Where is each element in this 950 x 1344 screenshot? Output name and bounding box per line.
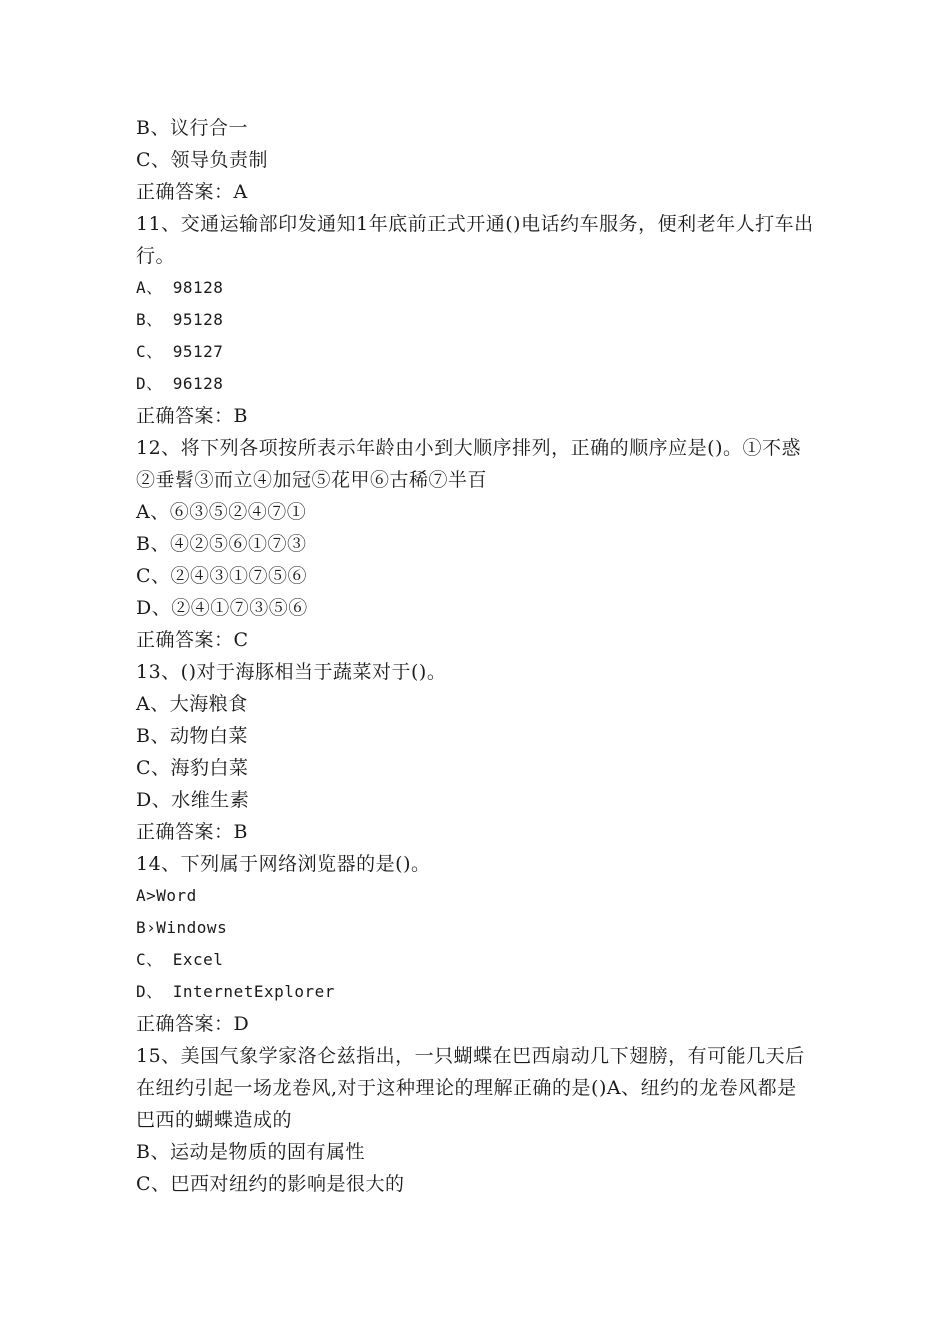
question-12-stem: 12、将下列各项按所表示年龄由小到大顺序排列，正确的顺序应是()。①不惑②垂髫③而立④加冠⑤花甲⑥古稀⑦半百 <box>136 437 802 491</box>
answer: 正确答案：A <box>136 181 248 203</box>
question-12-option-c: C、②④③①⑦⑤⑥ <box>136 565 308 587</box>
question-12-option-a: A、⑥③⑤②④⑦① <box>136 501 307 523</box>
question-15-stem: 15、美国气象学家洛仑兹指出，一只蝴蝶在巴西扇动几下翅膀，有可能几天后在纽约引起一场龙卷风,对于这种理论的理解正确的是()A、纽约的龙卷风都是巴西的蝴蝶造成的 <box>136 1045 805 1131</box>
question-11-option-d: D、 96128 <box>136 374 224 393</box>
question-13-answer: 正确答案：B <box>136 821 248 843</box>
question-13-option-c: C、海豹白菜 <box>136 757 249 779</box>
question-12-option-b: B、④②⑤⑥①⑦③ <box>136 533 307 555</box>
question-14-option-b: B›Windows <box>136 918 228 937</box>
question-15-option-b: B、运动是物质的固有属性 <box>136 1141 365 1163</box>
question-11-option-a: A、 98128 <box>136 278 224 297</box>
question-14-answer: 正确答案：D <box>136 1013 250 1035</box>
question-13-option-b: B、动物白菜 <box>136 725 248 747</box>
option-b: B、议行合一 <box>136 117 248 139</box>
question-13-option-d: D、水维生素 <box>136 789 250 811</box>
question-14-option-c: C、 Excel <box>136 950 224 969</box>
question-15-option-c: C、巴西对纽约的影响是很大的 <box>136 1173 405 1195</box>
question-12-option-d: D、②④①⑦③⑤⑥ <box>136 597 308 619</box>
option-c: C、领导负责制 <box>136 149 269 171</box>
question-13-option-a: A、大海粮食 <box>136 693 248 715</box>
question-13-stem: 13、()对于海豚相当于蔬菜对于()。 <box>136 661 447 683</box>
question-11-stem: 11、交通运输部印发通知1年底前正式开通()电话约车服务，便利老年人打车出行。 <box>136 213 814 267</box>
question-11-option-b: B、 95128 <box>136 310 224 329</box>
question-14-option-a: A>Word <box>136 886 197 905</box>
question-14-stem: 14、下列属于网络浏览器的是()。 <box>136 853 431 875</box>
question-12-answer: 正确答案：C <box>136 629 249 651</box>
question-11-answer: 正确答案：B <box>136 405 248 427</box>
document-page <box>136 112 816 1200</box>
question-14-option-d: D、 InternetExplorer <box>136 982 335 1001</box>
question-11-option-c: C、 95127 <box>136 342 224 361</box>
